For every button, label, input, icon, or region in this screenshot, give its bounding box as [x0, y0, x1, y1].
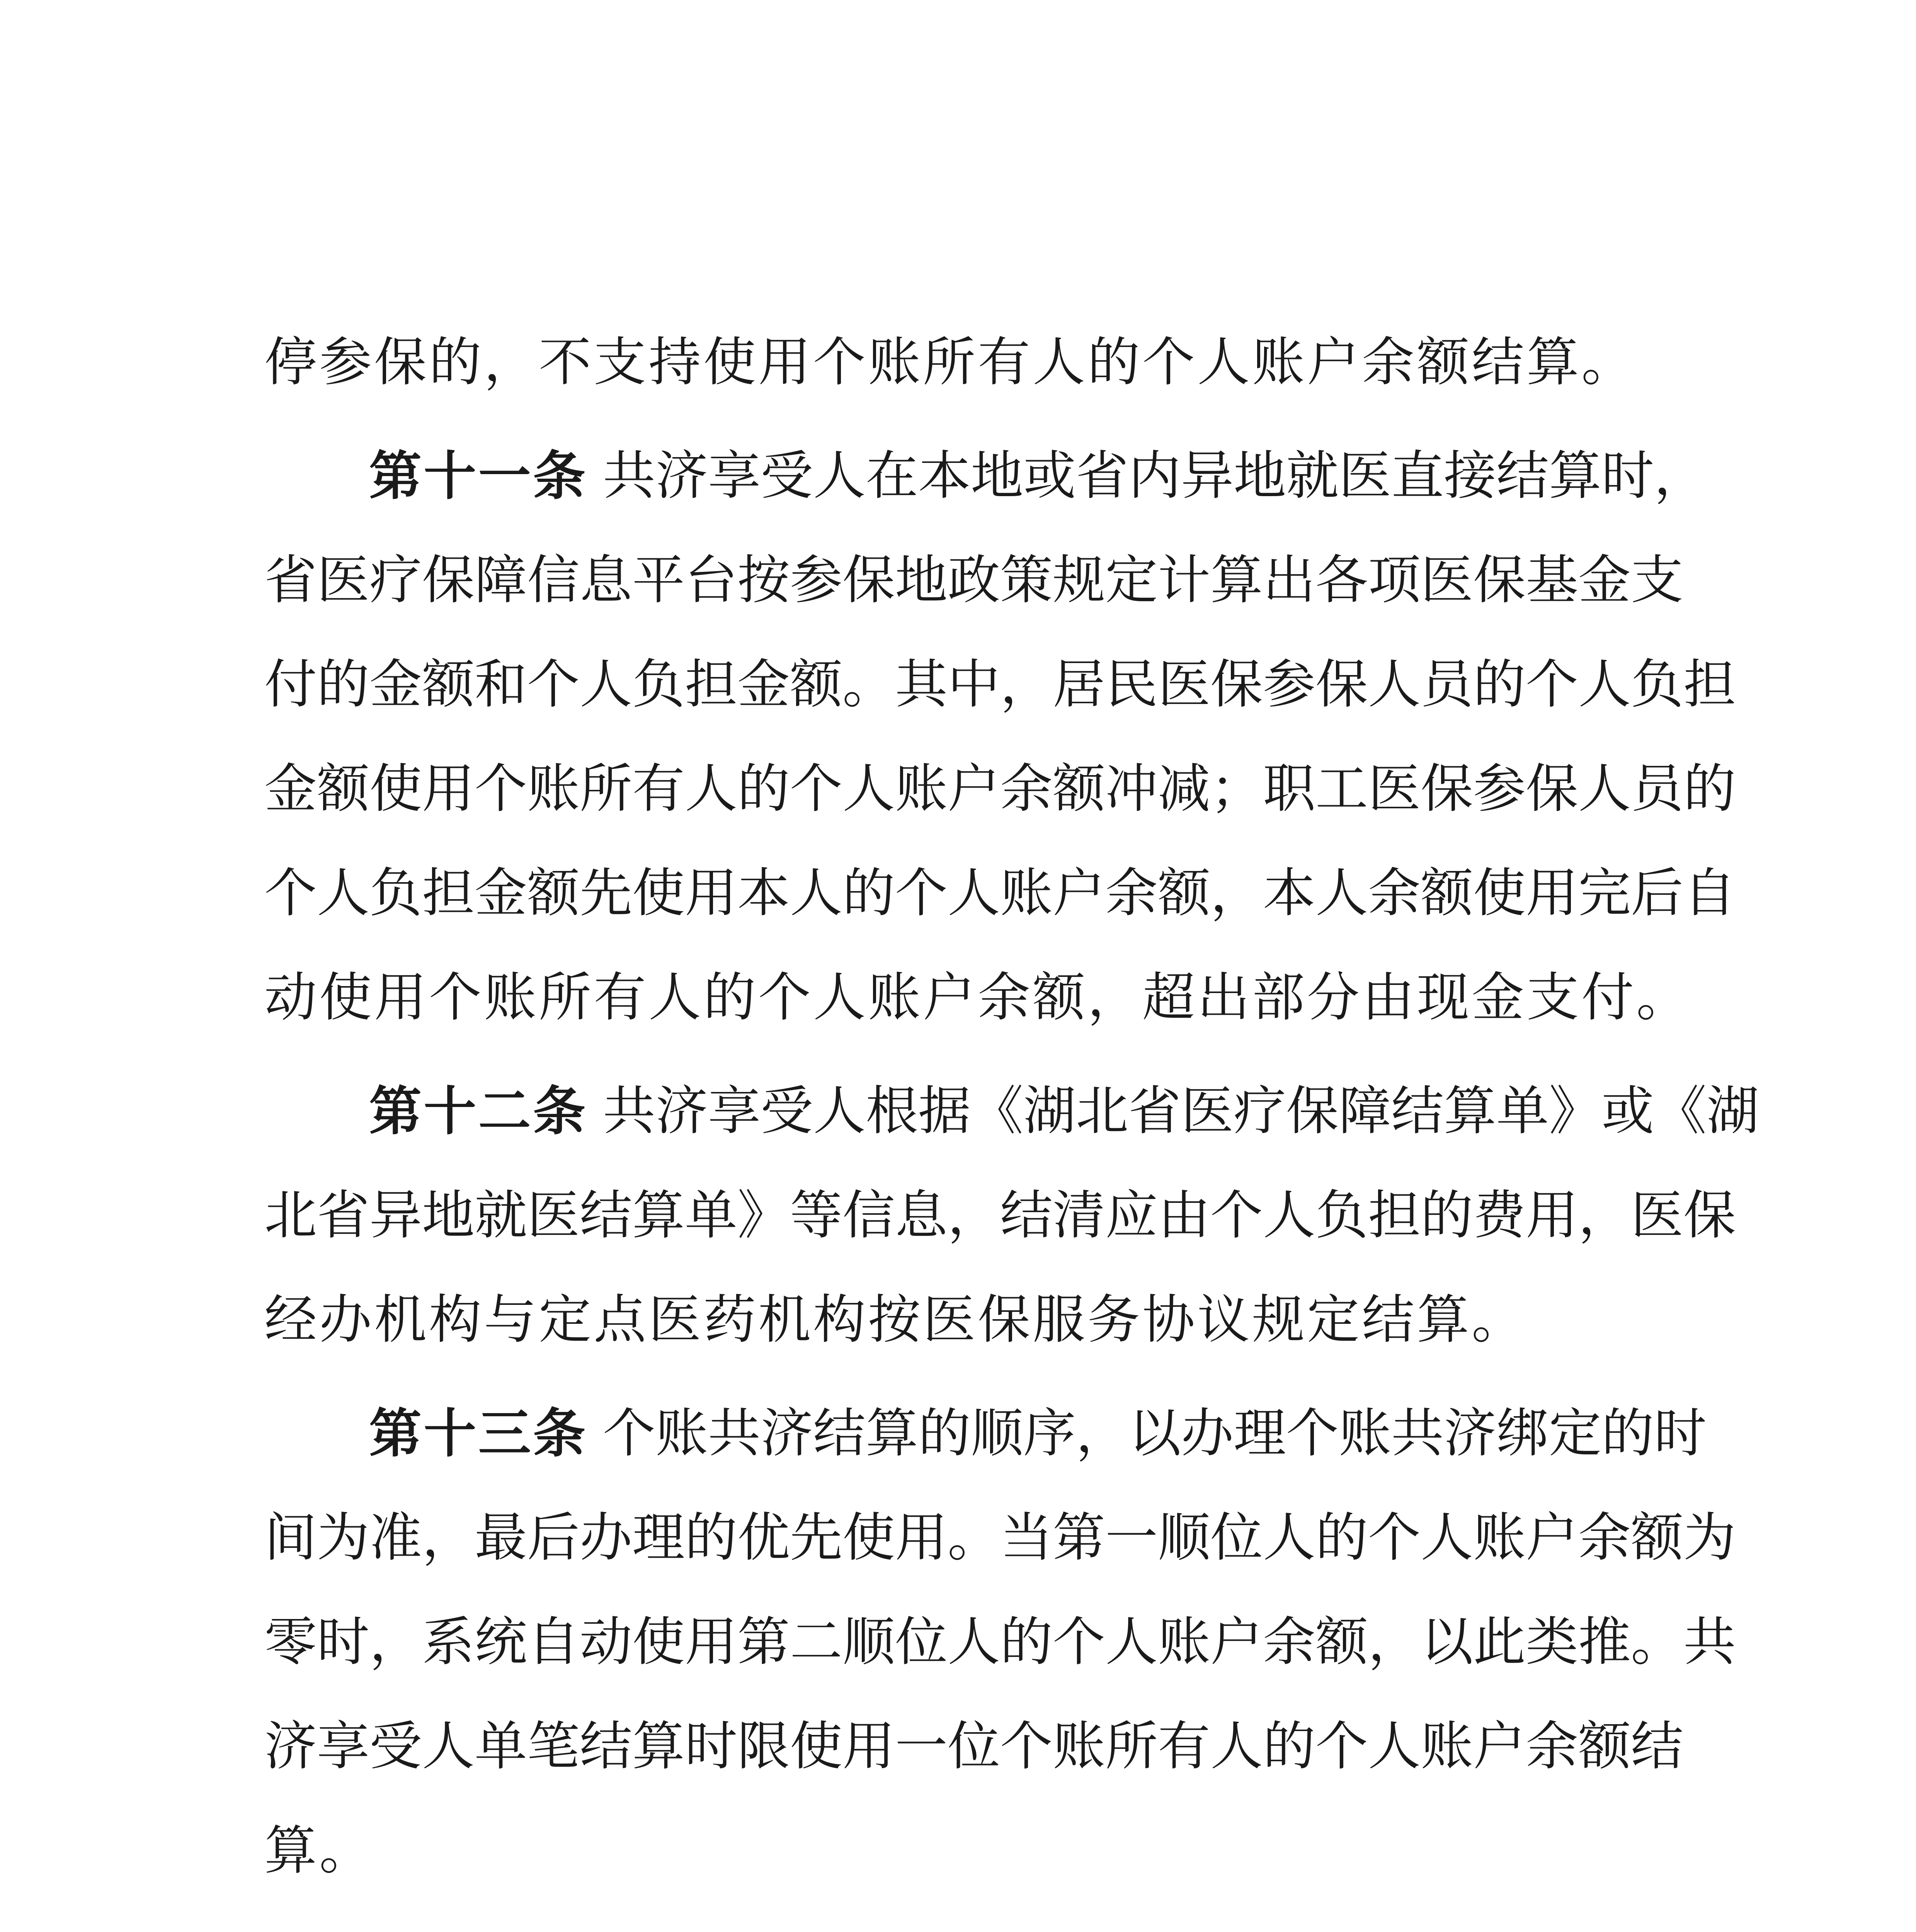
article-heading: 第 十 二 条	[369, 1080, 585, 1142]
line-text: 共 济 享 受 人 根 据 《 湖 北 省 医 疗 保 障 结 算 单 》 或 《 湖	[603, 1081, 1759, 1142]
line-text: 停参保的，不支持使用个账所有人的个人账户余额结算。	[264, 332, 1636, 393]
line-text: 动使用个账所有人的个人账户余额，超出部分由现金支付。	[264, 967, 1691, 1028]
line-text: 共 济 享 受 人 在 本 地 或 省 内 异 地 就 医 直 接 结 算 时 ，	[603, 446, 1707, 507]
article-heading: 第 十 一 条	[369, 445, 585, 507]
line-text: 零 时 ， 系 统 自 动 使 用 第 二 顺 位 人 的 个 人 账 户 余 额 ， 以 此 类 推 。 共	[264, 1612, 1736, 1673]
text-line	[0, 434, 1916, 519]
line-text: 北 省 异 地 就 医 结 算 单 》 等 信 息 ， 结 清 应 由 个 人 负 担 的 费 用 ， 医 保	[264, 1185, 1736, 1246]
line-text: 个 人 负 担 金 额 先 使 用 本 人 的 个 人 账 户 余 额 ， 本 人 余 额 使 用 完 后 自	[264, 863, 1736, 924]
line-text: 个 账 共 济 结 算 的 顺 序 ， 以 办 理 个 账 共 济 绑 定 的 时	[603, 1403, 1707, 1464]
line-text: 金 额 使 用 个 账 所 有 人 的 个 人 账 户 余 额 冲 减 ； 职 工 医 保 参 保 人 员 的	[264, 759, 1736, 820]
text-line	[0, 1173, 1916, 1258]
line-text	[603, 1922, 1669, 1932]
line-text: 付 的 金 额 和 个 人 负 担 金 额 。 其 中 ， 居 民 医 保 参 保 人 员 的 个 人 负 担	[264, 654, 1736, 715]
article-heading: 第 十 三 条	[369, 1403, 585, 1464]
article-heading	[369, 1922, 585, 1932]
text-line	[0, 1069, 1916, 1154]
line-text: 间 为 准 ， 最 后 办 理 的 优 先 使 用 。 当 第 一 顺 位 人 的 个 人 账 户 余 额 为	[264, 1507, 1736, 1568]
text-line	[0, 1704, 1916, 1789]
text-line	[0, 320, 1916, 405]
text-line	[0, 538, 1916, 623]
text-line	[0, 1391, 1916, 1476]
line-text: 经办机构与定点医药机构按医保服务协议规定结算。	[264, 1289, 1526, 1350]
text-line	[0, 1495, 1916, 1580]
text-line	[0, 642, 1916, 727]
text-line	[0, 955, 1916, 1040]
text-line	[0, 851, 1916, 936]
line-text: 济 享 受 人 单 笔 结 算 时 限 使 用 一 位 个 账 所 有 人 的 个 人 账 户 余 额 结	[264, 1716, 1683, 1777]
text-line	[0, 1808, 1916, 1893]
text-line	[0, 747, 1916, 832]
text-line	[0, 1277, 1916, 1362]
text-line	[0, 1922, 1916, 1932]
text-line	[0, 1600, 1916, 1685]
line-text: 算。	[264, 1820, 374, 1881]
line-text: 省 医 疗 保 障 信 息 平 台 按 参 保 地 政 策 规 定 计 算 出 各 项 医 保 基 金 支	[264, 550, 1683, 611]
